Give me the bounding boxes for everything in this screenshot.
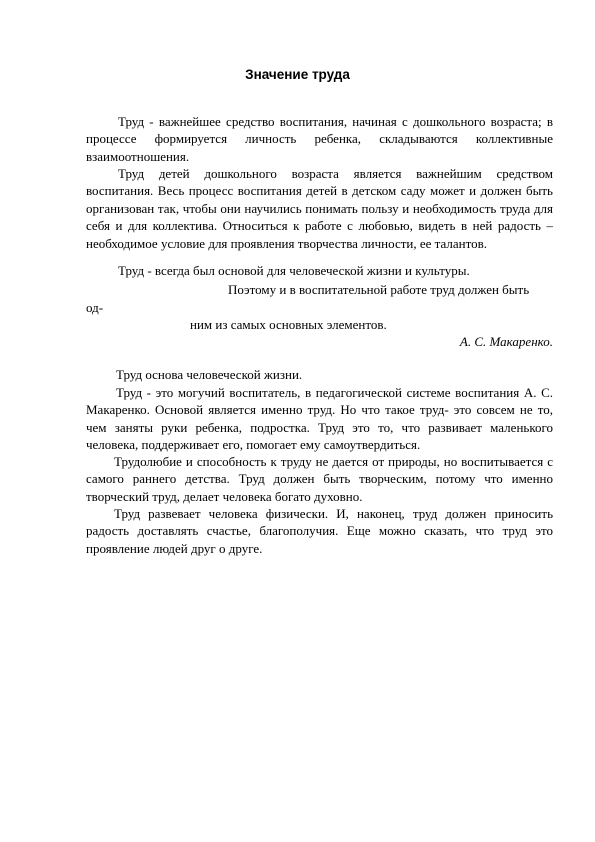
quote-line-2: од- xyxy=(86,300,104,315)
paragraph-preschool-labor: Труд детей дошкольного возраста является важнейшим средством воспитания. Весь процесс воспитания детей в детском саду может и должен быть организован так, чтобы они научились понимать пользу и необходимость труда для себя и для коллектива. Относиться к работе с любовью, видеть в ней радость – необходимое условие для проявления творчества личности, ее талантов. xyxy=(86,166,553,251)
quote-author: А. С. Макаренко. xyxy=(459,334,553,349)
paragraph-intro: Труд - важнейшее средство воспитания, начиная с дошкольного возраста; в процессе формируется личность ребенка, складываются коллективные взаимоотношения. xyxy=(86,114,553,164)
document-title: Значение труда xyxy=(245,67,350,82)
paragraph-educator: Труд - это могучий воспитатель, в педагогической системе воспитания А. С. Макаренко. Основой является именно труд. Но что такое труд- это совсем не то, чем заняты руки ребенка, подростка. Труд это то, что развивает маленького человека, поддерживает его, помогает ему самоутвердиться. xyxy=(86,385,553,453)
paragraph-life-basis: Труд основа человеческой жизни. xyxy=(116,367,303,382)
quote-line-1: Поэтому и в воспитательной работе труд должен быть xyxy=(228,282,530,297)
paragraph-labor-basis: Труд - всегда был основой для человеческой жизни и культуры. xyxy=(118,263,470,278)
paragraph-diligence: Трудолюбие и способность к труду не дается от природы, но воспитывается с самого раннего детства. Труд должен быть творческим, потому что именно творческий труд, делает человека богато духовно. xyxy=(86,454,553,504)
quote-line-3: ним из самых основных элементов. xyxy=(190,317,387,332)
paragraph-physical-development: Труд развевает человека физически. И, наконец, труд должен приносить радость доставлять счастье, благополучия. Еще можно сказать, что труд это проявление людей друг о друге. xyxy=(86,506,553,556)
